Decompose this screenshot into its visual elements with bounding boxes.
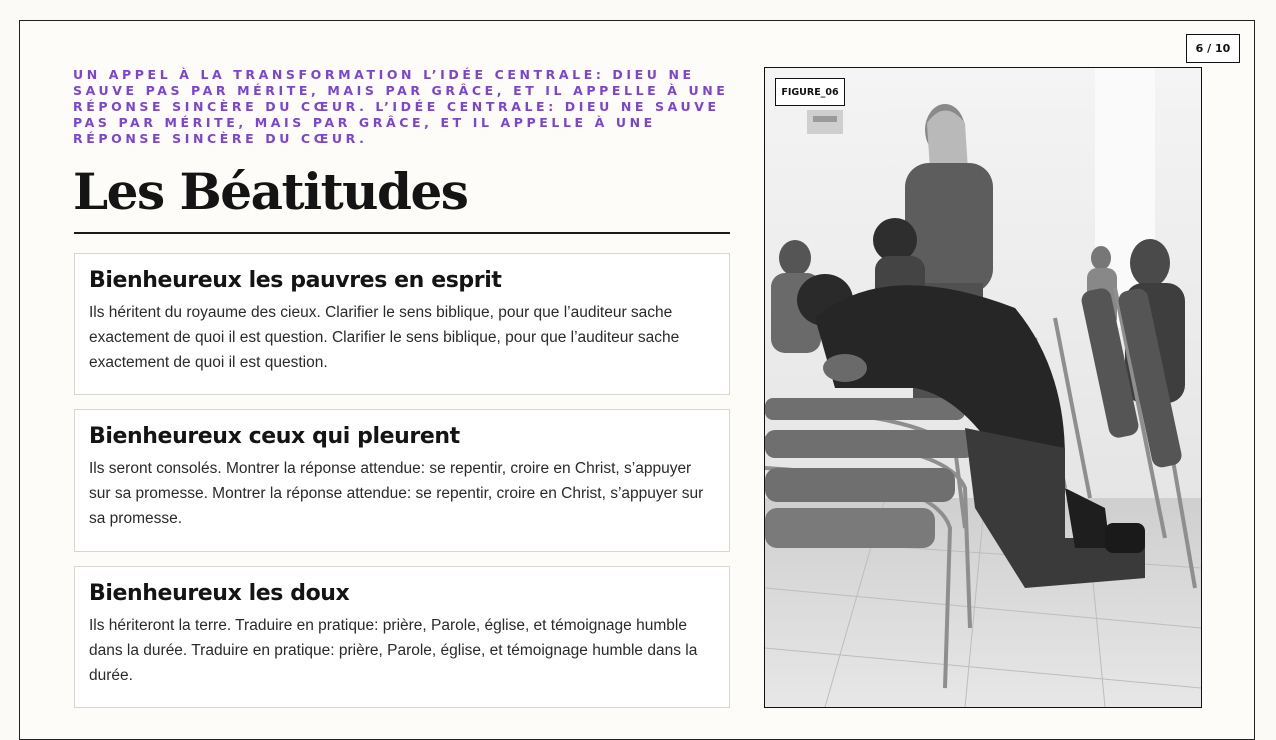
card-text: Ils hériteront la terre. Traduire en pratique: prière, Parole, église, et témoignage humble dans la durée. Traduire en pratique: prière, Parole, église, et témoignage humble dans la durée. [89, 617, 698, 684]
card-heading: Bienheureux ceux qui pleurent [89, 424, 460, 449]
card-heading: Bienheureux les pauvres en esprit [89, 268, 502, 293]
page-title: Les Béatitudes [73, 162, 468, 221]
page-counter: 6 / 10 [1186, 34, 1240, 63]
card-heading: Bienheureux les doux [89, 581, 350, 606]
figure-photo [764, 67, 1202, 708]
kicker-text: UN APPEL À LA TRANSFORMATION L’IDÉE CENTRALE: DIEU NE SAUVE PAS PAR MÉRITE, MAIS PAR GRÂCE, ET IL APPELLE À UNE RÉPONSE SINCÈRE DU CŒUR. L’IDÉE CENTRALE: DIEU NE SAUVE PAS PAR MÉRITE, MAIS PAR GRÂCE, ET IL APPELLE À UNE RÉPONSE SINCÈRE DU CŒUR. [73, 67, 729, 146]
beatitude-card-2 [74, 409, 730, 552]
card-text: Ils seront consolés. Montrer la réponse attendue: se repentir, croire en Christ, s’appuyer sur sa promesse. Montrer la réponse attendue: se repentir, croire en Christ, s’appuyer sur sa promesse. [89, 460, 704, 527]
card-text: Ils héritent du royaume des cieux. Clarifier le sens biblique, pour que l’auditeur sache exactement de quoi il est question. Clarifier le sens biblique, pour que l’auditeur sache exactement de quoi il est question. [89, 304, 680, 371]
beatitude-card-1 [74, 253, 730, 395]
photo-illustration [765, 68, 1201, 707]
beatitude-card-3 [74, 566, 730, 708]
title-divider [74, 232, 730, 234]
figure-label: FIGURE_06 [775, 78, 845, 106]
